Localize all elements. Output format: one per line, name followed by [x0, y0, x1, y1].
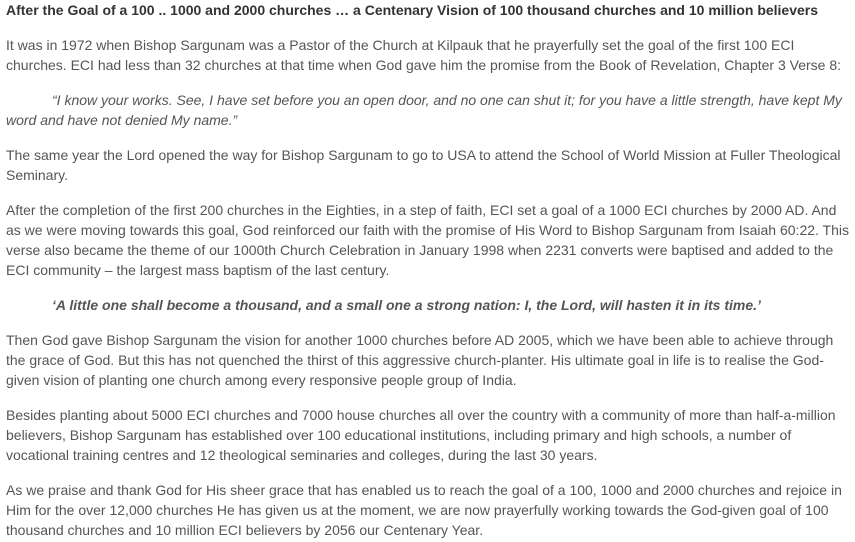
paragraph-2005-vision: Then God gave Bishop Sargunam the vision for another 1000 churches before AD 2005, which we have been able to achieve through the grace of God. But this has not quenched the thirst of this aggressive church-planter. His ultimate goal in life is to realise the God-given vision of planting one church among every responsive people group of India.	[6, 332, 834, 388]
article-heading: After the Goal of a 100 .. 1000 and 2000 churches … a Centenary Vision of 100 thousand churches and 10 million believers	[6, 2, 819, 18]
quote-revelation: “I know your works. See, I have set before you an open door, and no one can shut it; for you have a little strength, have kept My word and have not denied My name.”	[6, 92, 842, 128]
quote-isaiah: ‘A little one shall become a thousand, and a small one a strong nation: I, the Lord, will hasten it in its time.’	[52, 297, 761, 313]
paragraph-1972-goal: It was in 1972 when Bishop Sargunam was a Pastor of the Church at Kilpauk that he prayerfully set the goal of the first 100 ECI churches. ECI had less than 32 churches at that time when God gave him the promise from the Book of Revelation, Chapter 3 Verse 8:	[6, 37, 842, 73]
paragraph-centenary: As we praise and thank God for His sheer grace that has enabled us to reach the goal of a 100, 1000 and 2000 churches and rejoice in Him for the over 12,000 churches He has given us at the moment, we are now prayerfully working towards the God-given goal of 100 thousand churches and 10 million ECI believers by 2056 our Centenary Year.	[6, 482, 842, 538]
paragraph-usa: The same year the Lord opened the way for Bishop Sargunam to go to USA to attend the School of World Mission at Fuller Theological Seminary.	[6, 147, 841, 183]
paragraph-1000-churches: After the completion of the first 200 churches in the Eighties, in a step of faith, ECI set a goal of a 1000 ECI churches by 2000 AD. And as we were moving towards this goal, God reinforced our faith with the promise of His Word to Bishop Sargunam from Isaiah 60:22. This verse also became the theme of our 1000th Church Celebration in January 1998 when 2231 converts were baptised and added to the ECI community – the largest mass baptism of the last century.	[6, 202, 849, 278]
paragraph-institutions: Besides planting about 5000 ECI churches and 7000 house churches all over the country with a community of more than half-a-million believers, Bishop Sargunam has established over 100 educational institutions, including primary and high schools, a number of vocational training centres and 12 theological seminaries and colleges, during the last 30 years.	[6, 407, 836, 463]
